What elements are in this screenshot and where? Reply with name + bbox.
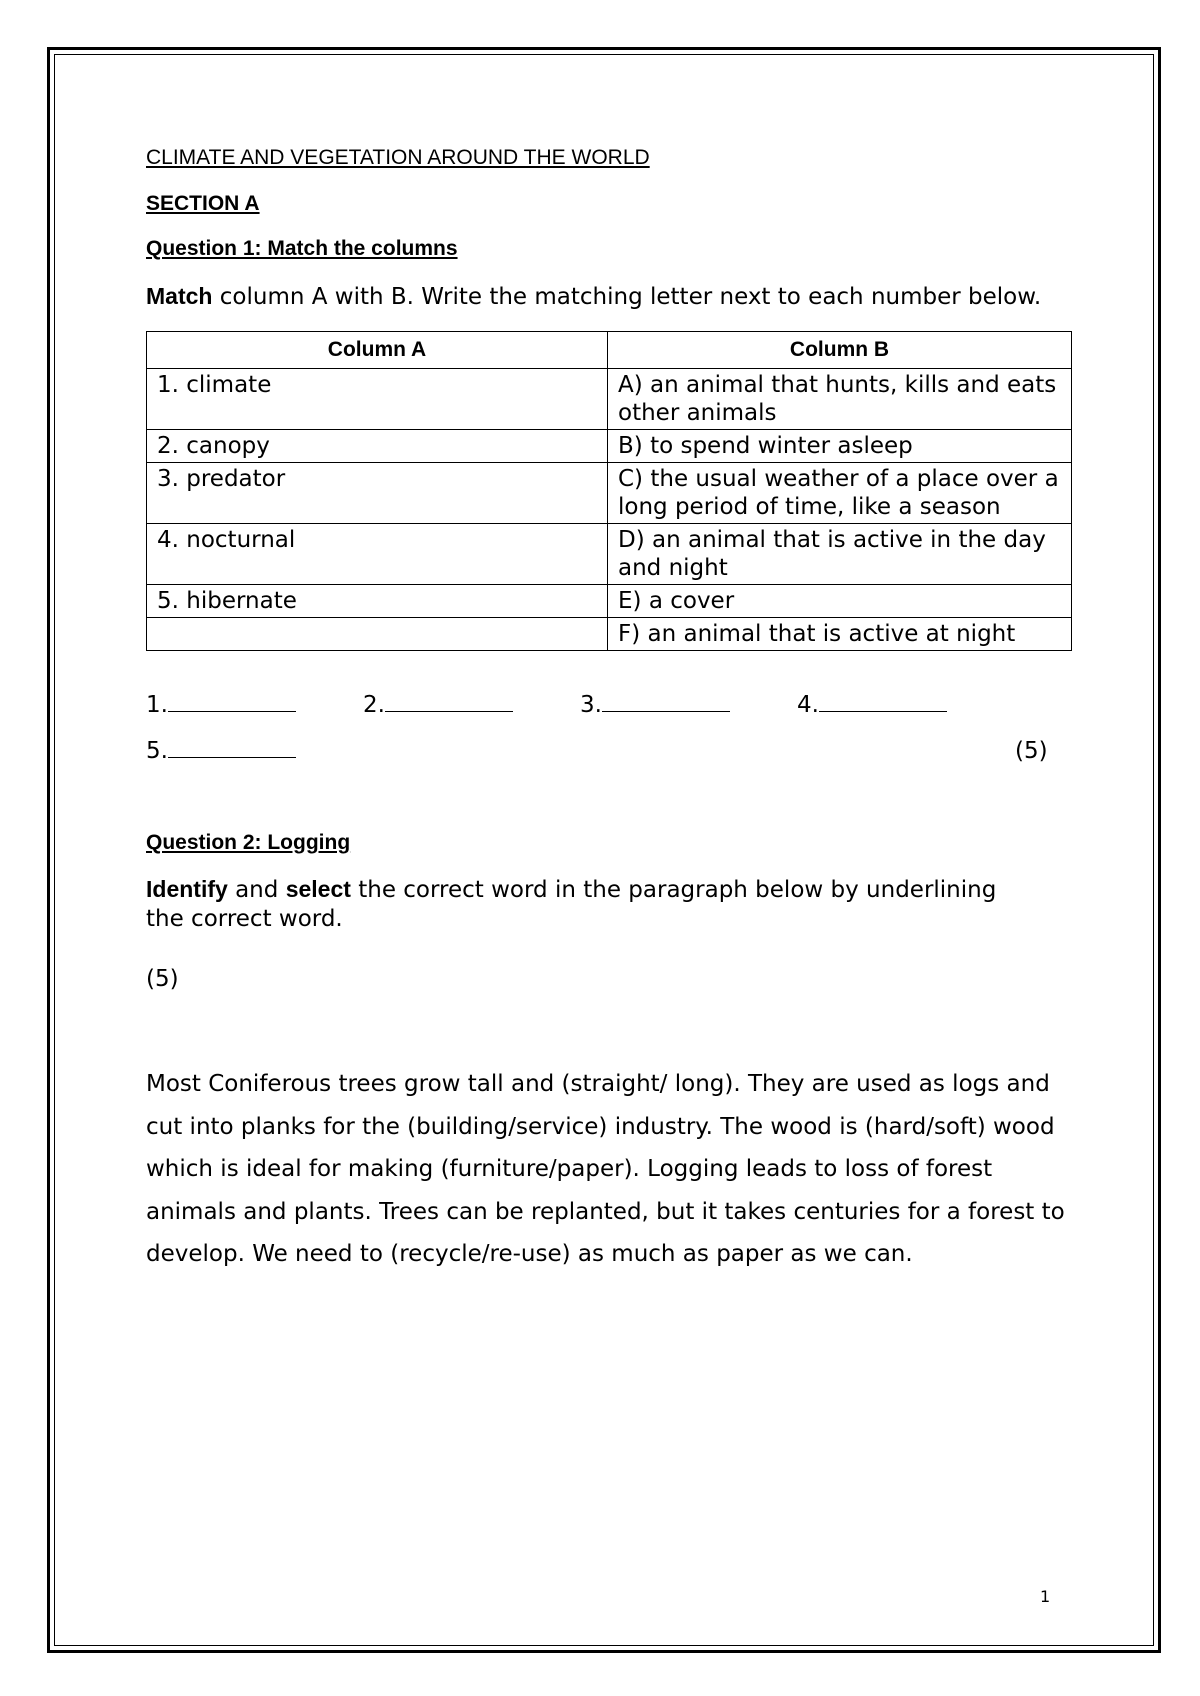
answer-label: 4. [797,692,819,718]
column-a-cell: 3. predator [147,463,608,524]
question1-heading: Question 1: Match the columns [146,237,458,260]
column-a-cell: 2. canopy [147,430,608,463]
question2-instruction-line2: the correct word. [146,906,343,932]
table-row [147,618,1072,651]
page-number: 1 [1040,1587,1051,1606]
column-a-cell [147,618,608,651]
section-heading: SECTION A [146,192,260,215]
answer-slot-2[interactable] [363,692,513,718]
column-a-cell: 4. nocturnal [147,524,608,585]
matching-table [146,331,1072,651]
answer-blank[interactable] [819,693,947,712]
document-title: CLIMATE AND VEGETATION AROUND THE WORLD [146,146,650,169]
question2-heading: Question 2: Logging [146,831,351,854]
instruction-keyword: Identify [146,876,228,902]
answer-blank[interactable] [168,739,296,758]
instruction-text: and [227,877,286,903]
table-header-row [147,332,1072,369]
logging-paragraph: Most Coniferous trees grow tall and (straight/ long). They are used as logs and cut into planks for the (building/service) industry. The wood is (hard/soft) wood which is ideal for making (furniture/paper). Logging leads to loss of forest animals and plants. Trees can be replanted, but it takes centuries for a forest to develop. We need to (recycle/re-use) as much as paper as we can. [146,1071,1065,1267]
question2-instruction-line1 [146,876,996,903]
answer-blank[interactable] [602,693,730,712]
column-b-cell: B) to spend winter asleep [608,430,1072,463]
column-b-cell: C) the usual weather of a place over a long period of time, like a season [608,463,1072,524]
answer-slot-1[interactable] [146,692,296,718]
table-row [147,430,1072,463]
instruction-text: the correct word in the paragraph below by underlining [350,877,997,903]
table-row [147,585,1072,618]
question1-marks: (5) [1015,738,1048,764]
answer-slot-4[interactable] [797,692,947,718]
column-a-cell: 5. hibernate [147,585,608,618]
column-b-cell: D) an animal that is active in the day and night [608,524,1072,585]
column-b-cell: F) an animal that is active at night [608,618,1072,651]
table-row [147,524,1072,585]
answer-label: 5. [146,738,168,764]
instruction-keyword: select [285,876,351,902]
question2-marks: (5) [146,966,179,992]
question1-instruction [146,283,1041,310]
answer-label: 2. [363,692,385,718]
instruction-text: column A with B. Write the matching letter next to each number below. [212,284,1042,310]
answer-label: 1. [146,692,168,718]
table-row [147,463,1072,524]
answer-blank[interactable] [168,693,296,712]
column-b-cell: E) a cover [608,585,1072,618]
instruction-keyword: Match [146,283,213,309]
column-b-cell: A) an animal that hunts, kills and eats other animals [608,369,1072,430]
answer-label: 3. [580,692,602,718]
column-a-cell: 1. climate [147,369,608,430]
table-row [147,369,1072,430]
answer-slot-5[interactable] [146,738,296,764]
column-b-header: Column B [608,332,1072,369]
answer-blank[interactable] [385,693,513,712]
answer-slot-3[interactable] [580,692,730,718]
column-a-header: Column A [147,332,608,369]
